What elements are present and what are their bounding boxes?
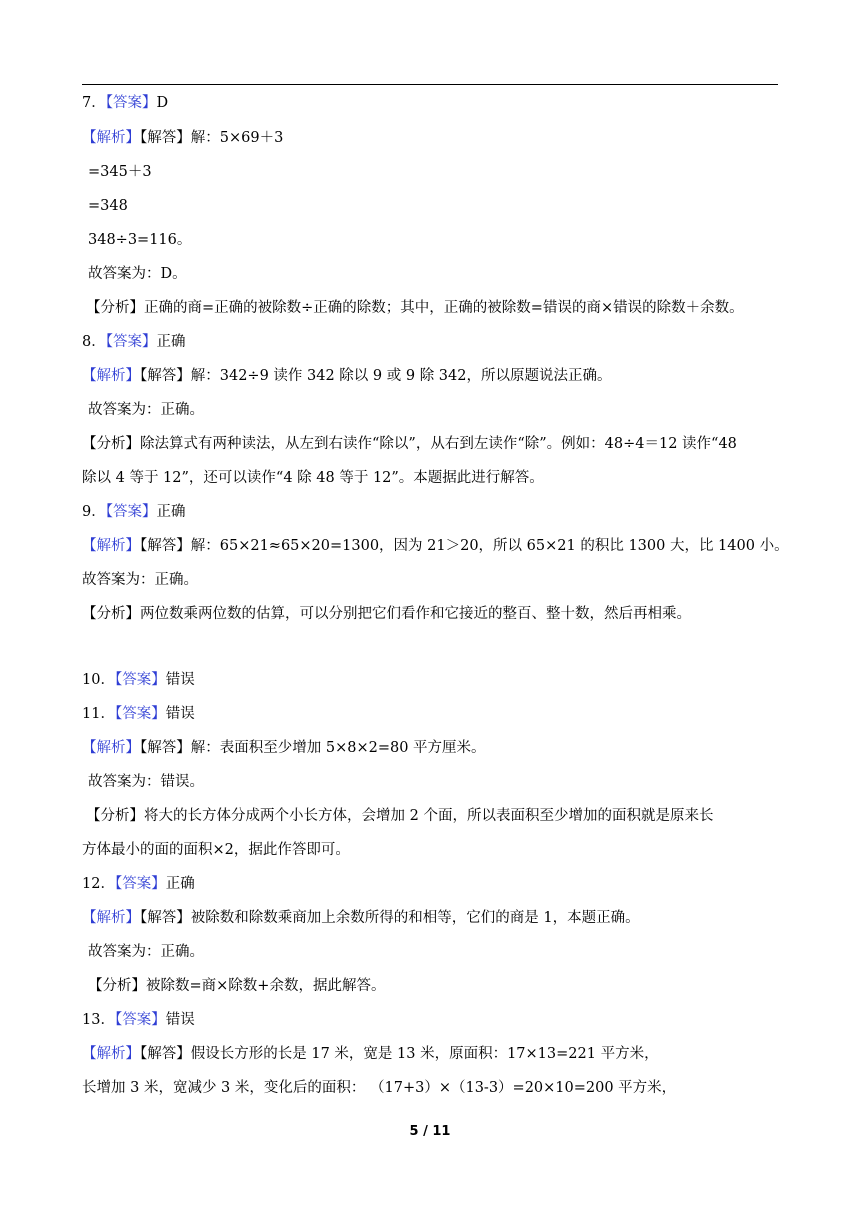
text-line [82, 604, 691, 624]
line-text: 【分析】除法算式有两种读法，从左到右读作“除以”，从右到左读作“除”。例如：48÷4＝12 读作“48 [82, 436, 737, 452]
header-rule [82, 84, 778, 85]
answer-tag: 【答案】 [105, 334, 157, 350]
line-text: 【解答】假设长方形的长是 17 米，宽是 13 米，原面积：17×13=221 平方米， [140, 1046, 659, 1062]
text-line [88, 976, 385, 996]
line-text: 【分析】被除数=商×除数+余数，据此解答。 [88, 978, 386, 994]
text-line [88, 264, 187, 284]
text-line [88, 400, 204, 420]
analysis-tag: 【解析】 [82, 368, 140, 384]
line-text: 错误 [165, 672, 195, 688]
analysis-tag: 【解析】 [82, 538, 140, 554]
text-line [82, 570, 198, 590]
text-line [82, 874, 195, 894]
line-text: 【解答】解：65×21≈65×20=1300，因为 21＞20，所以 65×21 的积比 1300 大，比 1400 小。 [140, 538, 789, 554]
text-line [82, 738, 486, 758]
line-text: 错误 [165, 1012, 195, 1028]
text-line [82, 1078, 676, 1098]
answer-tag: 【答案】 [114, 672, 166, 688]
text-line [82, 704, 195, 724]
answer-tag: 【答案】 [105, 504, 157, 520]
text-line [82, 670, 195, 690]
question-number: 13． [82, 1012, 115, 1028]
question-number: 9． [82, 504, 106, 520]
line-text: 正确 [156, 334, 186, 350]
text-line [82, 1010, 195, 1030]
answer-tag: 【答案】 [114, 706, 166, 722]
line-text: 【解答】被除数和除数乘商加上余数所得的和相等，它们的商是 1，本题正确。 [140, 910, 640, 926]
question-number: 8． [82, 334, 106, 350]
line-text: D [156, 95, 169, 111]
line-text: 故答案为：正确。 [88, 402, 204, 418]
line-text: 【解答】解：342÷9 读作 342 除以 9 或 9 除 342，所以原题说法正确。 [140, 368, 612, 384]
text-line [82, 434, 737, 454]
line-text: 错误 [165, 706, 195, 722]
text-line [82, 536, 789, 556]
line-text: 【解答】解：表面积至少增加 5×8×2=80 平方厘米。 [140, 740, 486, 756]
text-line [82, 502, 185, 522]
text-line [82, 1044, 659, 1064]
text-line [88, 230, 191, 250]
line-text: 正确 [156, 504, 186, 520]
question-number: 7． [82, 95, 106, 111]
question-number: 11． [82, 706, 115, 722]
line-text: 故答案为：D。 [88, 266, 187, 282]
question-number: 10． [82, 672, 115, 688]
line-text: =348 [88, 198, 128, 214]
text-line [88, 942, 204, 962]
text-line [82, 468, 544, 488]
line-text: 【分析】两位数乘两位数的估算，可以分别把它们看作和它接近的整百、整十数，然后再相乘。 [82, 606, 691, 622]
text-line [86, 298, 744, 318]
text-line [82, 93, 168, 113]
analysis-tag: 【解析】 [82, 740, 140, 756]
text-line [82, 840, 350, 860]
line-text: 【解答】解：5×69＋3 [140, 130, 284, 146]
answer-tag: 【答案】 [114, 1012, 166, 1028]
analysis-tag: 【解析】 [82, 1046, 140, 1062]
text-line [82, 366, 611, 386]
answer-tag: 【答案】 [105, 95, 157, 111]
line-text: 故答案为：正确。 [82, 572, 198, 588]
line-text: 348÷3=116。 [88, 232, 192, 248]
line-text: 【分析】正确的商=正确的被除数÷正确的除数；其中，正确的被除数=错误的商×错误的除数＋余数。 [86, 300, 744, 316]
line-text: =345＋3 [88, 164, 152, 180]
line-text: 故答案为：错误。 [88, 774, 204, 790]
page-number: 5 / 11 [409, 1124, 451, 1139]
text-line [82, 128, 283, 148]
text-line [86, 806, 713, 826]
text-line [88, 162, 152, 182]
text-line [82, 908, 640, 928]
line-text: 除以 4 等于 12”，还可以读作“4 除 48 等于 12”。本题据此进行解答。 [82, 470, 544, 486]
question-number: 12． [82, 876, 115, 892]
analysis-tag: 【解析】 [82, 910, 140, 926]
line-text: 长增加 3 米，宽减少 3 米，变化后的面积： （17+3）×（13-3）=20×10=200 平方米， [82, 1080, 677, 1096]
line-text: 正确 [165, 876, 195, 892]
text-line [88, 772, 204, 792]
line-text: 方体最小的面的面积×2，据此作答即可。 [82, 842, 350, 858]
answer-tag: 【答案】 [114, 876, 166, 892]
line-text: 故答案为：正确。 [88, 944, 204, 960]
line-text: 【分析】将大的长方体分成两个小长方体，会增加 2 个面，所以表面积至少增加的面积就是原来长 [86, 808, 714, 824]
text-line [82, 332, 185, 352]
text-line [88, 196, 128, 216]
analysis-tag: 【解析】 [82, 130, 140, 146]
